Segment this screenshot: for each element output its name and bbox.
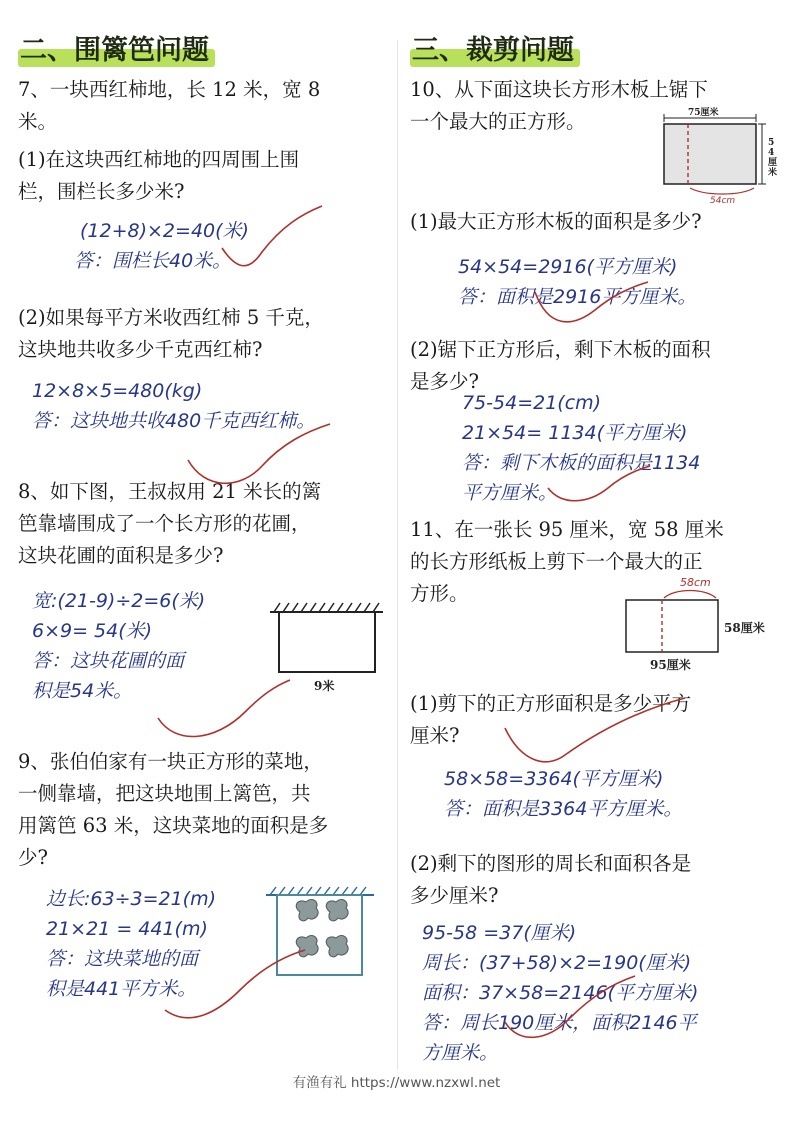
q7-part1-answer-line: 答：围栏长40米。 xyxy=(74,250,232,272)
q8-answer-line: 6×9= 54(米) xyxy=(32,620,153,642)
q7-part1-answer-line: (12+8)×2=40(米) xyxy=(80,220,249,242)
q8-stem-line: 8、如下图，王叔叔用 21 米长的篱 xyxy=(18,480,322,503)
q10-stem-line: 一个最大的正方形。 xyxy=(410,110,586,133)
q8-answer-line: 答：这块花圃的面 xyxy=(32,650,185,672)
q11-part2-answer-line: 周长：(37+58)×2=190(厘米) xyxy=(422,952,692,974)
section-title-cutting: 三、裁剪问题 xyxy=(410,32,580,70)
q11-part1-line: 厘米? xyxy=(410,724,460,747)
q10-part1-answer-line: 54×54=2916(平方厘米) xyxy=(458,256,678,278)
q11-figure-side-label: 58厘米 xyxy=(724,621,765,635)
q8-figure-label: 9米 xyxy=(314,679,335,693)
q7-part2-line: 这块地共收多少千克西红柿? xyxy=(18,338,263,361)
q11-part1-answer-line: 答：面积是3364平方厘米。 xyxy=(444,798,683,820)
q11-figure-top-label: 58cm xyxy=(680,576,711,589)
q9-stem-line: 少? xyxy=(18,846,48,869)
q8-stem-line: 这块花圃的面积是多少? xyxy=(18,544,224,567)
q7-part2-line: (2)如果每平方米收西红柿 5 千克， xyxy=(18,306,324,329)
q11-part2-answer-line: 答：周长190厘米，面积2146平 xyxy=(422,1012,697,1034)
q8-stem-line: 笆靠墙围成了一个长方形的花圃， xyxy=(18,512,311,535)
q7-part2-answer-line: 答：这块地共收480千克西红柿。 xyxy=(32,410,316,432)
q10-part1-answer-line: 答：面积是2916平方厘米。 xyxy=(458,286,697,308)
q8-answer-line: 积是54米。 xyxy=(32,680,133,702)
q11-part2-answer-line: 95-58 =37(厘米) xyxy=(422,922,577,944)
q7-stem-line: 米。 xyxy=(18,110,58,133)
q7-part2-answer-line: 12×8×5=480(kg) xyxy=(32,380,203,402)
q11-stem-line: 11、在一张长 95 厘米，宽 58 厘米 xyxy=(410,518,724,541)
q11-part1-line: (1)剪下的正方形面积是多少平方 xyxy=(410,692,692,715)
q10-figure-top-label: 75厘米 xyxy=(688,108,719,118)
q11-stem-line: 的长方形纸板上剪下一个最大的正 xyxy=(410,550,703,573)
q9-answer-line: 答：这块菜地的面 xyxy=(46,948,199,970)
q11-figure-bottom-label: 95厘米 xyxy=(650,658,691,672)
q9-answer-line: 21×21 = 441(m) xyxy=(46,918,208,940)
q9-answer-line: 积是441平方米。 xyxy=(46,978,197,1000)
q9-answer-line: 边长:63÷3=21(m) xyxy=(46,888,217,910)
q7-part1-line: (1)在这块西红柿地的四周围上围 xyxy=(18,148,300,171)
q10-part1-line: (1)最大正方形木板的面积是多少? xyxy=(410,210,702,233)
q7-stem-line: 7、一块西红柿地，长 12 米，宽 8 xyxy=(18,78,321,101)
q10-part2-answer-line: 75-54=21(cm) xyxy=(462,392,602,414)
q10-part2-answer-line: 平方厘米。 xyxy=(462,482,558,504)
section-title-fence: 二、围篱笆问题 xyxy=(18,32,215,70)
q10-part2-line: (2)锯下正方形后，剩下木板的面积 xyxy=(410,338,711,361)
q9-stem-line: 9、张伯伯家有一块正方形的菜地， xyxy=(18,750,323,773)
q10-figure-bottom-label: 54cm xyxy=(710,196,736,206)
q10-part2-line: 是多少? xyxy=(410,370,479,393)
q11-stem-line: 方形。 xyxy=(410,582,469,605)
q11-cardboard-figure xyxy=(626,591,718,653)
q11-part2-answer-line: 方厘米。 xyxy=(422,1042,499,1064)
q11-part2-answer-line: 面积：37×58=2146(平方厘米) xyxy=(422,982,699,1004)
q9-stem-line: 用篱笆 63 米，这块菜地的面积是多 xyxy=(18,814,329,837)
q8-answer-line: 宽:(21-9)÷2=6(米) xyxy=(32,590,206,612)
q10-part2-answer-line: 答：剩下木板的面积是1134 xyxy=(462,452,701,474)
q10-stem-line: 10、从下面这块长方形木板上锯下 xyxy=(410,78,708,101)
q10-figure-side-label: 54厘米 xyxy=(768,138,778,178)
q10-board-figure xyxy=(664,114,766,194)
q11-part1-answer-line: 58×58=3364(平方厘米) xyxy=(444,768,664,790)
q11-part2-line: (2)剩下的图形的周长和面积各是 xyxy=(410,852,692,875)
q9-stem-line: 一侧靠墙，把这块地围上篱笆，共 xyxy=(18,782,311,805)
q7-part1-line: 栏，围栏长多少米? xyxy=(18,180,185,203)
q10-part2-answer-line: 21×54= 1134(平方厘米) xyxy=(462,422,688,444)
page-footer: 有渔有礼 https://www.nzxwl.net xyxy=(292,1075,501,1091)
q11-part2-line: 多少厘米? xyxy=(410,884,499,907)
